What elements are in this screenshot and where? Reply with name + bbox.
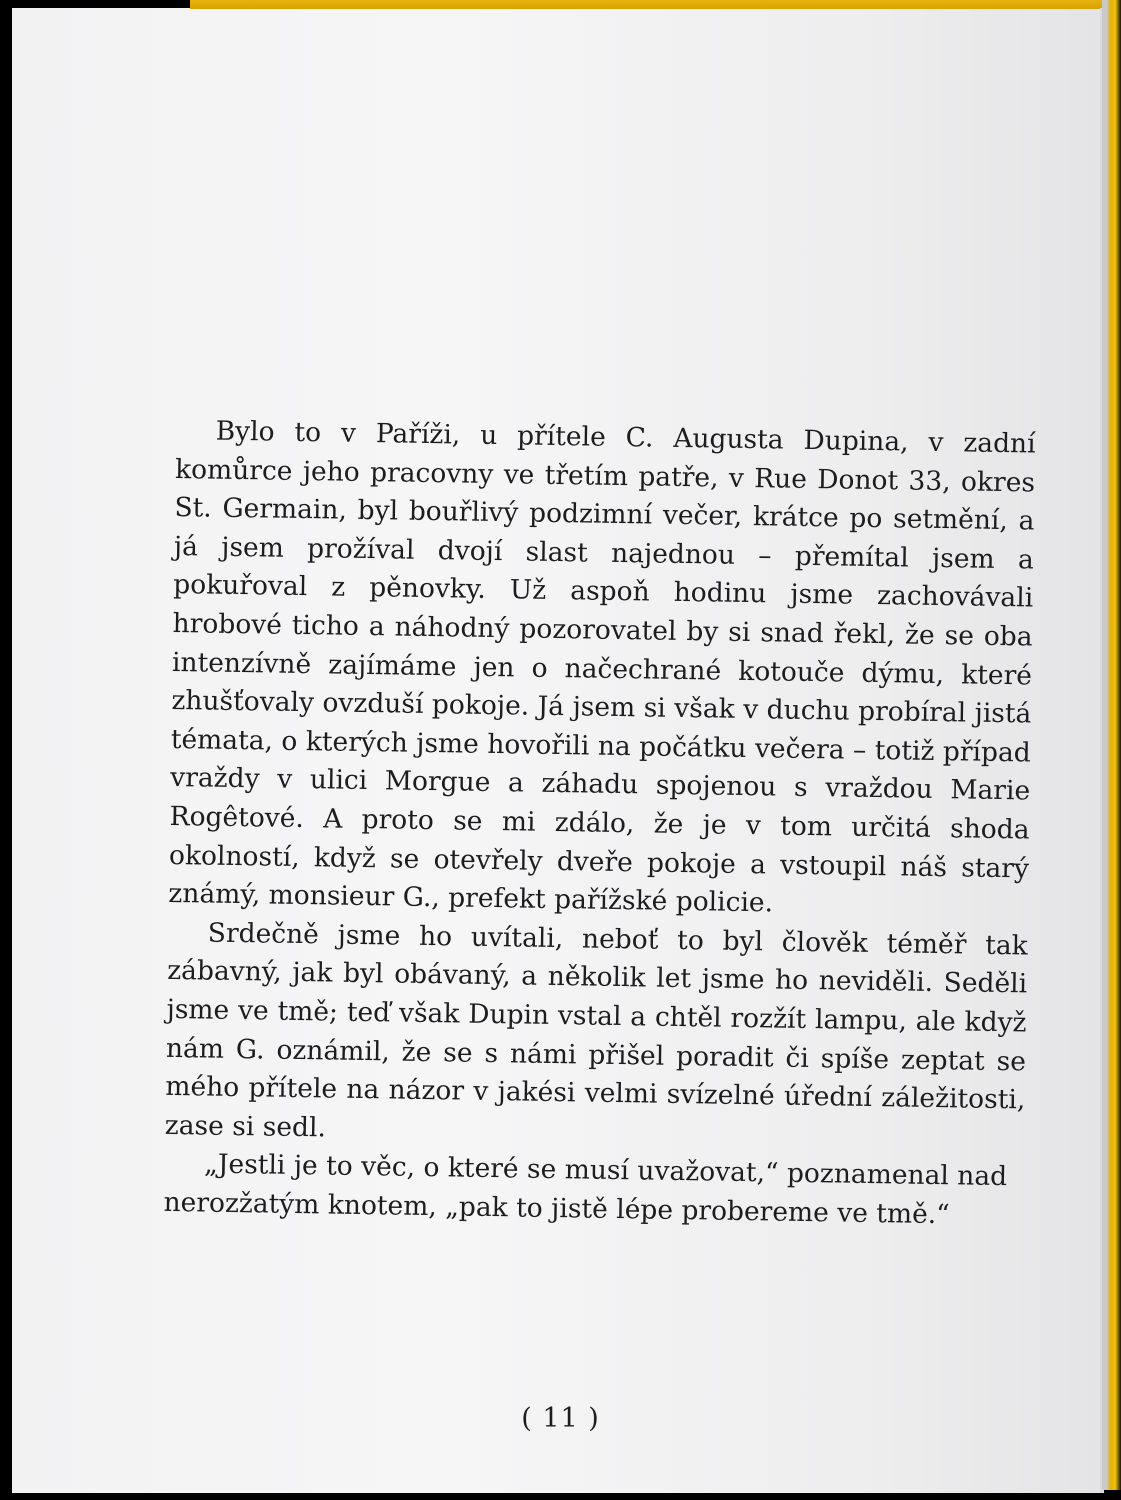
- body-text: [163, 412, 1036, 1236]
- cover-edge-top: [190, 0, 1121, 9]
- paragraph-2: Srdečně jsme ho uvítali, neboť to byl člověk téměř tak zábavný, jak byl obávaný, a několik let jsme ho neviděli. Seděli jsme ve tmě; teď však Dupin vstal a chtěl rozžít lampu, ale když nám G. oznámil, že se s námi přišel poradit či spíše zeptat se mého přítele na názor v jakési velmi svízelné úřední záležitosti, zase si sedl.: [164, 917, 1028, 1144]
- paragraph-1: Bylo to v Paříži, u přítele C. Augusta Dupina, v zadní komůrce jeho pracovny ve třetím patře, v Rue Donot 33, okres St. Germain, byl bouřlivý podzimní večer, krátce po setmění, a já jsem prožíval dvojí slast najednou – přemítal jsem a pokuřoval z pěnovky. Už aspoň hodinu jsme zachovávali hrobové ticho a náhodný pozorovatel by si snad řekl, že se oba intenzívně zajímáme jen o načechrané kotouče dýmu, které zhušťovaly ovzduší pokoje. Já jsem si však v duchu probíral jistá témata, o kterých jsme hovořili na počátku večera – totiž případ vraždy v ulici Morgue a záhadu spojenou s vraždou Marie Rogêtové. A proto se mi zdálo, že je v tom určitá shoda okolností, když se otevřely dveře pokoje a vstoupil náš starý známý, monsieur G., prefekt pařížské policie.: [168, 415, 1036, 919]
- paragraph-3: „Jestli je to věc, o které se musí uvažovat,“ poznamenal nad nerozžatým knotem, „pak to jistě lépe probereme ve tmě.“: [163, 1148, 1008, 1231]
- cover-edge-right: [1102, 0, 1121, 1490]
- page-number: ( 11 ): [521, 1403, 600, 1434]
